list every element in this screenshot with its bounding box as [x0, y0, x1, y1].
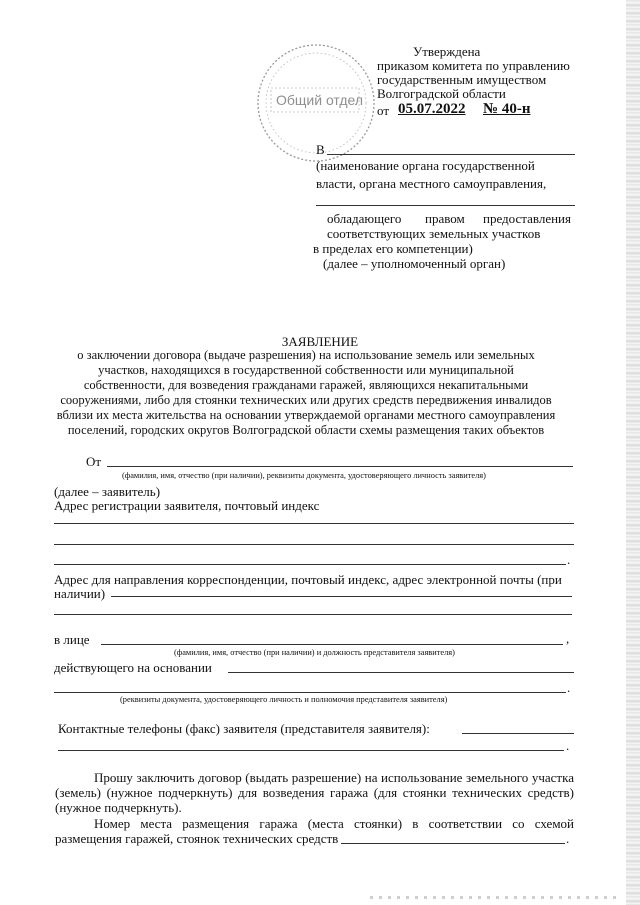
rep-label: в лице	[54, 632, 90, 647]
reg-address-dot: .	[567, 552, 571, 567]
request-line1: Прошу заключить договор (выдать разрешение) на использование земельного участка	[94, 770, 574, 785]
addressee-field-line2[interactable]	[316, 205, 575, 206]
addressee-field-line[interactable]	[327, 154, 575, 155]
approval-number: № 40-н	[483, 101, 531, 117]
document-title: ЗАЯВЛЕНИЕ	[281, 334, 359, 349]
place-number-dot: .	[566, 831, 570, 846]
request-line2: (земель) (нужное подчеркнуть) для возведения гаража (для стоянки технических средств)	[55, 785, 574, 800]
basis-label: действующего на основании	[54, 660, 212, 675]
approval-line2: приказом комитета по управлению	[377, 58, 570, 73]
approval-line1: Утверждена	[413, 44, 481, 59]
reg-address-line1[interactable]	[54, 523, 574, 524]
basis-field2[interactable]	[54, 692, 566, 693]
reg-address-label: Адрес регистрации заявителя, почтовый индекс	[54, 498, 320, 513]
addressee-line6: (далее – уполномоченный орган)	[323, 256, 506, 271]
mail-address-line2[interactable]	[54, 614, 572, 615]
phones-field2[interactable]	[58, 750, 564, 751]
addressee-word3: предоставления	[483, 211, 571, 226]
reg-address-line2[interactable]	[54, 544, 574, 545]
approval-from-prefix: от	[377, 103, 390, 118]
title-sub1: о заключении договора (выдаче разрешения) на использование земель или земельных	[77, 348, 535, 362]
title-sub2: участков, находящихся в государственной собственности или муниципальной	[98, 363, 514, 377]
approval-line3: государственным имуществом	[377, 72, 547, 87]
approval-line4: Волгоградской области	[377, 86, 506, 101]
request-line3: (нужное подчеркнуть).	[55, 800, 182, 815]
basis-dot: .	[567, 680, 571, 695]
addressee-word2: правом	[425, 211, 465, 226]
place-number-line2: размещения гаражей, стоянок технических средств	[55, 831, 339, 846]
basis-field[interactable]	[228, 672, 574, 673]
applicant-note: (далее – заявитель)	[54, 484, 161, 499]
mail-address-label2: наличии)	[54, 586, 106, 601]
addressee-line2: власти, органа местного самоуправления,	[316, 176, 547, 191]
rep-hint: (фамилия, имя, отчество (при наличии) и должность представителя заявителя)	[174, 648, 455, 657]
addressee-line1: (наименование органа государственной	[316, 158, 535, 173]
from-hint: (фамилия, имя, отчество (при наличии), реквизиты документа, удостоверяющего личность заявителя)	[122, 471, 486, 480]
approval-date: 05.07.2022	[398, 101, 466, 117]
basis-hint: (реквизиты документа, удостоверяющего личность и полномочия представителя заявителя)	[120, 695, 448, 704]
title-sub6: поселений, городских округов Волгоградской области схемы размещения таких объектов	[67, 423, 545, 437]
mail-address-line1[interactable]	[111, 596, 572, 597]
addressee-line5: в пределах его компетенции)	[313, 241, 473, 256]
addressee-word1: обладающего	[327, 211, 402, 226]
phones-dot: .	[566, 738, 570, 753]
phones-label: Контактные телефоны (факс) заявителя (представителя заявителя):	[58, 721, 430, 736]
mail-address-label: Адрес для направления корреспонденции, почтовый индекс, адрес электронной почты (при	[54, 572, 562, 587]
from-field[interactable]	[107, 466, 573, 467]
rep-field[interactable]	[101, 644, 563, 645]
from-label: От	[86, 454, 102, 469]
place-number-field[interactable]	[341, 843, 565, 844]
place-number-line1: Номер места размещения гаража (места стоянки) в соответствии со схемой	[94, 816, 574, 831]
reg-address-line3[interactable]	[54, 564, 566, 565]
scan-dust	[370, 896, 620, 899]
rep-comma: ,	[566, 631, 570, 646]
stamp-text: Общий отдел	[276, 92, 364, 108]
addressee-prefix: В	[316, 142, 325, 157]
scan-edge	[626, 0, 640, 905]
title-sub3: собственности, для возведения гражданами гаражей, являющихся некапитальными	[83, 378, 529, 392]
title-sub4: сооружениями, либо для стоянки технических или других средств передвижения инвалидов	[60, 393, 552, 407]
phones-field1[interactable]	[462, 733, 574, 734]
addressee-line4: соответствующих земельных участков	[327, 226, 541, 241]
title-sub5: вблизи их места жительства на основании утверждаемой органами местного самоуправления	[56, 408, 556, 422]
